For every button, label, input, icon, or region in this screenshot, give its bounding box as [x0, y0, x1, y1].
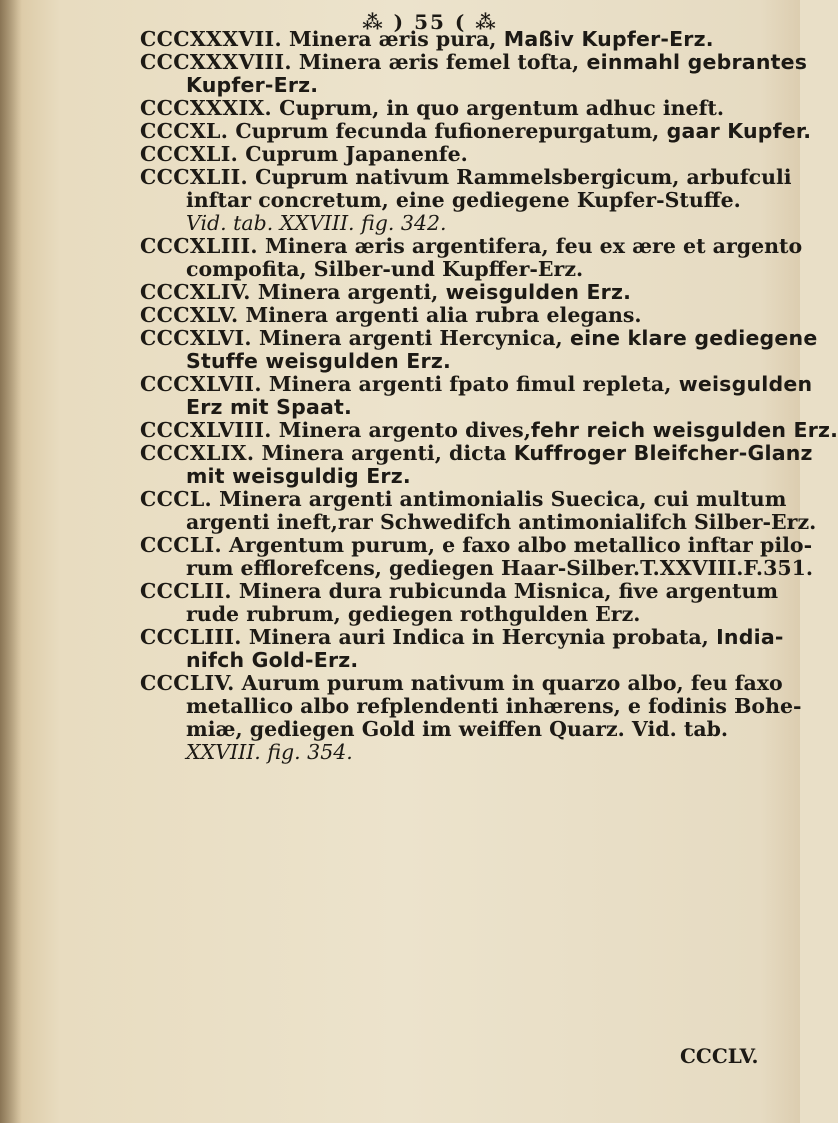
- entry-338: CCCXXXVIII. Minera æris femel tofta, einmahl gebrantes: [140, 50, 808, 74]
- entry-349-cont: mit weisguldig Erz.: [186, 464, 411, 488]
- entry-346-cont: Stuffe weisgulden Erz.: [186, 349, 451, 373]
- catalogue-entries: [140, 27, 838, 764]
- entry-350-cont: argenti ineft,rar Schwedifch antimonialifch Silber-Erz.: [186, 510, 817, 534]
- entry-354-cont2: miæ, gediegen Gold im weiffen Quarz. Vid. tab.: [186, 717, 729, 741]
- entry-354-ref: XXVIII. fig. 354.: [186, 740, 353, 764]
- entry-346: CCCXLVI. Minera argenti Hercynica, eine klare gediegene: [140, 326, 818, 350]
- entry-340: CCCXL. Cuprum fecunda fufionerepurgatum, gaar Kupfer.: [140, 119, 812, 143]
- entry-352-cont: rude rubrum, gediegen rothgulden Erz.: [186, 602, 641, 626]
- binding-shadow: [0, 0, 22, 1123]
- entry-341: CCCXLI. Cuprum Japanenfe.: [140, 142, 468, 166]
- entry-339: CCCXXXIX. Cuprum, in quo argentum adhuc ineft.: [140, 96, 725, 120]
- entry-345: CCCXLV. Minera argenti alia rubra elegans.: [140, 303, 642, 327]
- entry-351-cont: rum efflorefcens, gediegen Haar-Silber.T.XXVIII.F.351.: [186, 556, 813, 580]
- entry-343-cont: compofita, Silber-und Kupffer-Erz.: [186, 257, 584, 281]
- entry-351: CCCLI. Argentum purum, e faxo albo metallico inftar pilo-: [140, 533, 813, 557]
- entry-342-ref: Vid. tab. XXVIII. fig. 342.: [186, 211, 447, 235]
- entry-338-cont: Kupfer-Erz.: [186, 73, 319, 97]
- entry-344: CCCXLIV. Minera argenti, weisgulden Erz.: [140, 280, 632, 304]
- page-number-ornament: ⁂ ) 55 ( ⁂: [362, 10, 498, 34]
- entry-349: CCCXLIX. Minera argenti, dicta Kuffroger Bleifcher-Glanz: [140, 441, 813, 465]
- entry-347: CCCXLVII. Minera argenti fpato fimul repleta, weisgulden: [140, 372, 813, 396]
- entry-348: CCCXLVIII. Minera argento dives,fehr reich weisgulden Erz.: [140, 418, 838, 442]
- entry-343: CCCXLIII. Minera æris argentifera, feu ex ære et argento: [140, 234, 803, 258]
- entry-354-cont: metallico albo refplendenti inhærens, e fodinis Bohe-: [186, 694, 802, 718]
- entry-354: CCCLIV. Aurum purum nativum in quarzo albo, feu faxo: [140, 671, 783, 695]
- entry-342: CCCXLII. Cuprum nativum Rammelsbergicum, arbufculi: [140, 165, 792, 189]
- entry-350: CCCL. Minera argenti antimonialis Suecica, cui multum: [140, 487, 787, 511]
- catchword: CCCLV.: [680, 1044, 759, 1068]
- entry-347-cont: Erz mit Spaat.: [186, 395, 352, 419]
- entry-353: CCCLIII. Minera auri Indica in Hercynia probata, Indiа-: [140, 625, 784, 649]
- entry-353-cont: nifch Gold-Erz.: [186, 648, 359, 672]
- entry-352: CCCLII. Minera dura rubicunda Misnica, five argentum: [140, 579, 779, 603]
- entry-342-cont: inftar concretum, eine gediegene Kupfer-Stuffe.: [186, 188, 741, 212]
- entry-337: CCCXXXVII. Minera æris pura, Maßiv Kupfer-Erz.: [140, 27, 714, 51]
